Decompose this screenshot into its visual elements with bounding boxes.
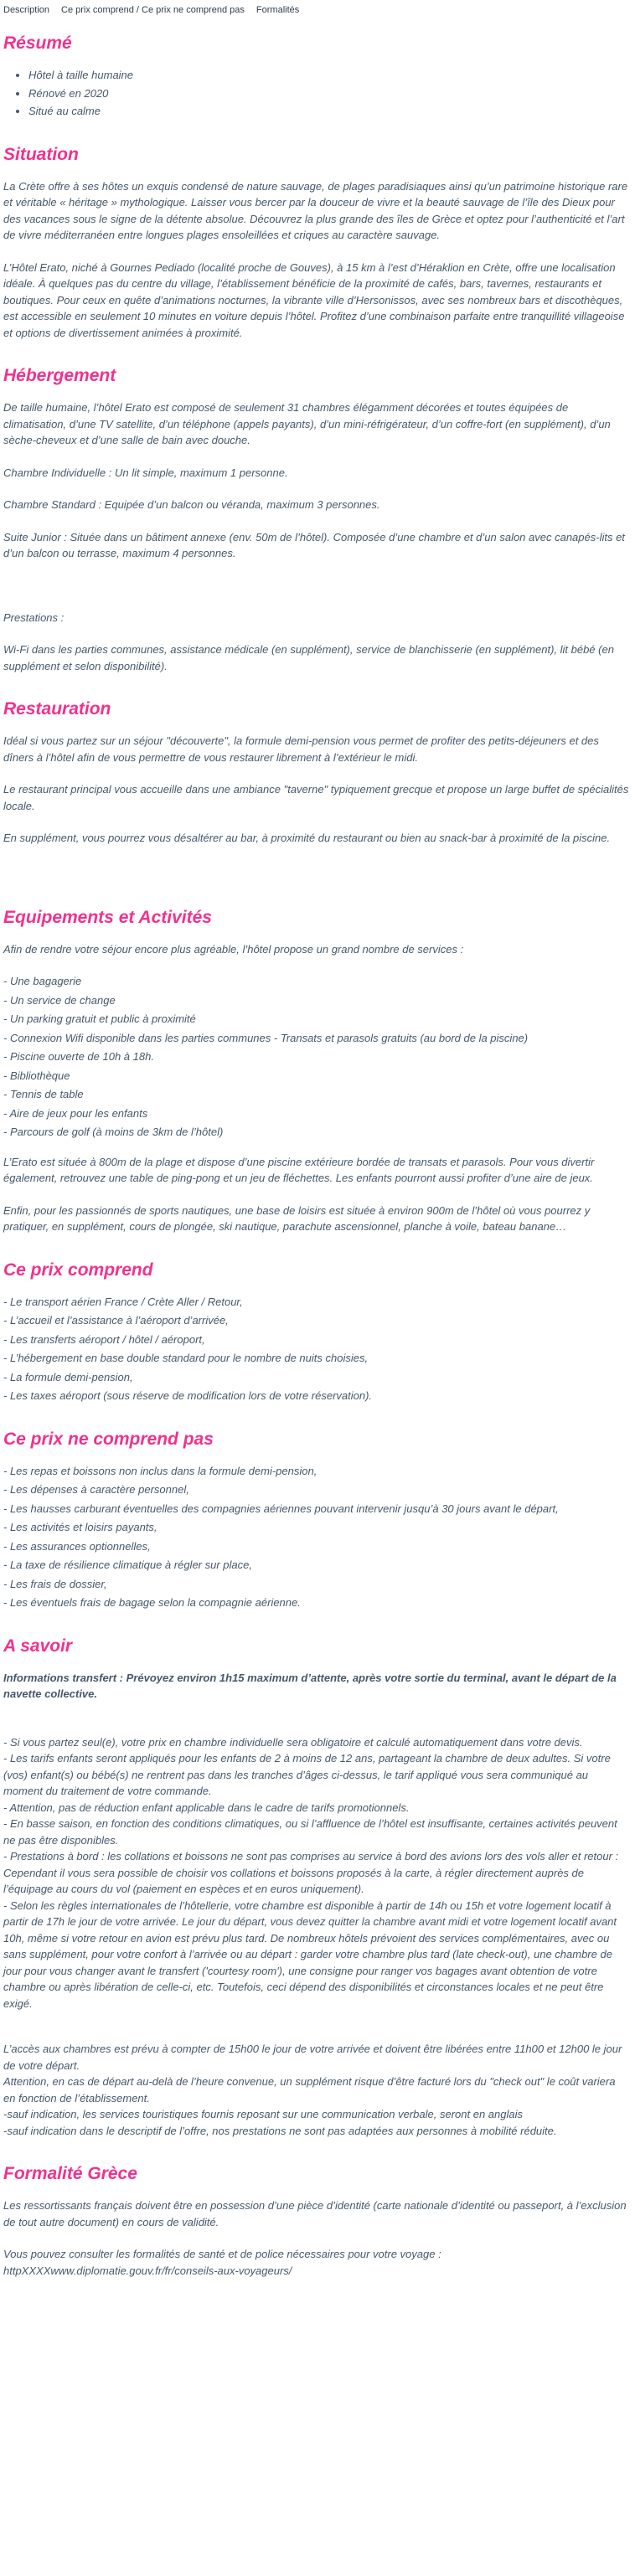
paragraph: Idéal si vous partez sur un séjour "découverte", la formule demi-pension vous permet de profiter des petits-déjeuners et des dîners à l’hôtel afin de vous permettre de vous restaurer librement à l’extérieur le midi. [3, 734, 599, 764]
section [3, 2164, 630, 2279]
section-heading: Ce prix ne comprend pas [3, 1429, 214, 1449]
text-line: - L’hébergement en base double standard pour le nombre de nuits choisies, [3, 1352, 369, 1364]
tab-formalities[interactable]: Formalités [256, 5, 300, 15]
text-line: - Si vous partez seul(e), votre prix en chambre individuelle sera obligatoire et calculé automatiquement dans votre devis. [3, 1735, 583, 1749]
text-line: - Piscine ouverte de 10h à 18h. [3, 1050, 154, 1063]
text-line: - Parcours de golf (à moins de 3km de l’hôtel) [3, 1126, 224, 1138]
bullet-item: • Rénové en 2020 [28, 85, 630, 102]
line-block [3, 2041, 630, 2139]
text-line: - Une bagagerie [3, 975, 82, 987]
text-line: - L’accueil et l’assistance à l’aéroport d’arrivée, [3, 1314, 229, 1327]
text-line: - La formule demi-pension, [3, 1370, 133, 1383]
section [3, 1636, 630, 2140]
text-line: - Les tarifs enfants seront appliqués pour les enfants de 2 à moins de 12 ans, partageant la chambre de deux adultes. Si votre (vos) enfant(s) ou bébé(s) ne rentrent pas dans les tranches d’âges ci-dessus, le tarif appliqué vous sera communiqué au moment du traitement de votre commande. [3, 1752, 611, 1797]
section-heading: A savoir [3, 1636, 73, 1656]
bullet-item: • Hôtel à taille humaine [28, 67, 630, 84]
text-line: - Aire de jeux pour les enfants [3, 1106, 148, 1120]
text-line: - Les repas et boissons non inclus dans la formule demi-pension, [3, 1464, 318, 1477]
spacer [3, 863, 630, 883]
section-heading: Situation [3, 144, 79, 164]
section-heading: Résumé [3, 33, 72, 53]
text-line: - Attention, pas de réduction enfant applicable dans le cadre de tarifs promotionnels. [3, 1801, 410, 1814]
tab-description[interactable]: Description [3, 5, 50, 15]
text-line: - Les activités et loisirs payants, [3, 1521, 157, 1533]
spacer [3, 2025, 630, 2041]
text-line: - Le transport aérien France / Crète Aller / Retour, [3, 1295, 243, 1308]
paragraph: Vous pouvez consulter les formalités de santé et de police nécessaires pour votre voyage : httpXXXXwww.diplomatie.gouv.fr/fr/conseils-aux-voyageurs/ [3, 2248, 441, 2277]
section-heading: Hébergement [3, 366, 116, 385]
paragraph: Suite Junior : Située dans un bâtiment annexe (env. 50m de l’hôtel). Composée d’une chambre et d’un salon avec canapés-lits et d’un balcon ou terrasse, maximum 4 personnes. [3, 530, 625, 559]
line-block [3, 1294, 630, 1404]
text-line: L’accès aux chambres est prévu à compter de 15h00 le jour de votre arrivée et doivent être libérées entre 11h00 et 12h00 le jour de votre départ. [3, 2043, 622, 2072]
text-line: - Les dépenses à caractère personnel, [3, 1483, 189, 1496]
text-line: - Les éventuels frais de bagage selon la compagnie aérienne. [3, 1596, 301, 1609]
line-block [3, 973, 630, 1141]
text-line: - Les frais de dossier, [3, 1577, 107, 1590]
section [3, 1430, 630, 1611]
paragraph: Prestations : [3, 611, 65, 624]
tab-bar [3, 3, 630, 15]
sections [3, 33, 630, 2279]
paragraph: Afin de rendre votre séjour encore plus agréable, l’hôtel propose un grand nombre de services : [3, 942, 464, 956]
section [3, 699, 630, 883]
line-block [3, 1463, 630, 1611]
paragraph: Le restaurant principal vous accueille dans une ambiance "taverne" typiquement grecque et propose un large buffet de spécialités locale. [3, 783, 629, 812]
paragraph: L’Hôtel Erato, niché à Gournes Pediado (localité proche de Gouves), à 15 km à l’est d’Héraklion en Crète, offre une localisation idéale. À quelques pas du centre du village, l’établissement bénéficie de la proximité de cafés, bars, tavernes, restaurants et boutiques. Pour ceux en quête d’animations nocturnes, la vibrante ville d’Hersonissos, avec ses nombreux bars et discothèques, est accessible en seulement 10 minutes en voiture depuis l’hôtel. Profitez d’une combinaison parfaite entre tranquillité villageoise et options de divertissement animées à proximité. [3, 260, 625, 339]
text-line: - Les hausses carburant éventuelles des compagnies aériennes pouvant intervenir jusqu’à 30 jours avant le départ, [3, 1502, 559, 1515]
paragraph: La Crète offre à ses hôtes un exquis condensé de nature sauvage, de plages paradisiaques ainsi qu’un patrimoine historique rare et véritable « héritage » mythologique. Laisser vous bercer par la douceur de vivre et la beauté sauvage de l’île des Dieux pour des vacances sous le signe de la détente absolue. Découvrez la plus grande des îles de Grèce et optez pour l’authenticité et l’art de vivre méditerranéen entre longues plages ensoleillées et criques au caractère sauvage. [3, 179, 628, 241]
text-line: - Tennis de table [3, 1088, 84, 1100]
paragraph-emphasis: Informations transfert : Prévoyez environ 1h15 maximum d’attente, après votre sortie du terminal, avant le départ de la navette collective. [3, 1671, 617, 1700]
line-block [3, 1734, 630, 2012]
text-line: - Bibliothèque [3, 1069, 70, 1082]
spacer [3, 1718, 630, 1734]
section [3, 366, 630, 674]
paragraph: Wi-Fi dans les parties communes, assistance médicale (en supplément), service de blanchisserie (en supplément), lit bébé (en supplément et selon disponibilité). [3, 643, 614, 672]
paragraph: Enfin, pour les passionnés de sports nautiques, une base de loisirs est située à environ 900m de l’hôtel où vous pourrez y pratiquer, en supplément, cours de plongée, ski nautique, parachute ascensionnel, planche à voile, bateau banane… [3, 1203, 591, 1233]
text-line: -sauf indication dans le descriptif de l’offre, nos prestations ne sont pas adaptées aux personnes à mobilité réduite. [3, 2124, 557, 2137]
paragraph: Chambre Individuelle : Un lit simple, maximum 1 personne. [3, 466, 288, 479]
text-line: Attention, en cas de départ au-delà de l’heure convenue, un supplément risque d’être facturé lors du "check out" le coût variera en fonction de l’établissement. [3, 2075, 616, 2105]
section [3, 1260, 630, 1404]
spacer [3, 578, 630, 610]
tab-price-includes-excludes[interactable]: Ce prix comprend / Ce prix ne comprend pas [61, 5, 245, 15]
text-line: - Les assurances optionnelles, [3, 1539, 151, 1553]
paragraph: En supplément, vous pourrez vous désaltérer au bar, à proximité du restaurant ou bien au snack-bar à proximité de la piscine. [3, 832, 611, 844]
section [3, 33, 630, 120]
bullet-list [3, 67, 630, 120]
paragraph: De taille humaine, l’hôtel Erato est composé de seulement 31 chambres élégamment décorées et toutes équipées de climatisation, d’une TV satellite, d’un téléphone (appels payants), d’un mini-réfrigérateur, d’un coffre-fort (en supplément), d’un sèche-cheveux et d’une salle de bain avec douche. [3, 401, 611, 446]
text-line: -sauf indication, les services touristiques fournis reposant sur une communication verbale, seront en anglais [3, 2108, 523, 2120]
paragraph: L’Erato est située à 800m de la plage et dispose d’une piscine extérieure bordée de transats et parasols. Pour vous divertir également, retrouvez une table de ping-pong et un jeu de fléchettes. Les enfants pourront aussi profiter d’une aire de jeux. [3, 1155, 595, 1184]
text-line: - Un parking gratuit et public à proximité [3, 1012, 196, 1025]
text-line: - Prestations à bord : les collations et boissons ne sont pas comprises au service à bord des avions lors des vols aller et retour : Cependant il vous sera possible de choisir vos collations et boissons proposés à la carte, à régler directement auprès de l’équipage au cours du vol (paiement en espèces et en euros uniquement). [3, 1850, 619, 1895]
text-line: - Un service de change [3, 993, 116, 1007]
paragraph: Chambre Standard : Equipée d’un balcon ou véranda, maximum 3 personnes. [3, 498, 380, 511]
section-heading: Restauration [3, 699, 111, 719]
section-heading: Ce prix comprend [3, 1260, 153, 1280]
section-heading: Equipements et Activités [3, 907, 212, 927]
section [3, 145, 630, 342]
text-line: - En basse saison, en fonction des conditions climatiques, ou si l’affluence de l’hôtel est insuffisante, certaines activités peuvent ne pas être disponibles. [3, 1817, 617, 1847]
text-line: - Les taxes aéroport (sous réserve de modification lors de votre réservation). [3, 1389, 373, 1402]
text-line: - Selon les règles internationales de l’hôtellerie, votre chambre est disponible à partir de 14h ou 15h et votre logement locatif à partir de 17h le jour de votre arrivée. Le jour du départ, vous devez quitter la chambre avant midi et votre logement locatif avant 10h, même si votre retour en avion est prévu plus tard. De nombreux hôtels prévoient des services complémentaires, avec ou sans supplément, pour votre confort à l’arrivée ou au départ : garder votre chambre plus tard (late check-out), une chambre de jour pour vous changer avant le transfert ('courtesy room'), une consigne pour ranger vos bagages avant obtention de votre chambre ou après libération de celle-ci, etc. Toutefois, ceci dépend des disponibilités et circonstances locales et ne peut être exigé. [3, 1899, 617, 2010]
section [3, 908, 630, 1235]
text-line: - Connexion Wifi disponible dans les parties communes - Transats et parasols gratuits (au bord de la piscine) [3, 1031, 529, 1044]
section-heading: Formalité Grèce [3, 2164, 137, 2183]
text-line: - La taxe de résilience climatique à régler sur place, [3, 1558, 252, 1571]
bullet-item: • Situé au calme [28, 103, 630, 120]
text-line: - Les transferts aéroport / hôtel / aéroport, [3, 1332, 205, 1346]
paragraph: Les ressortissants français doivent être en possession d’une pièce d’identité (carte nationale d’identité ou passeport, à l’exclusion de tout autre document) en cours de validité. [3, 2199, 627, 2228]
